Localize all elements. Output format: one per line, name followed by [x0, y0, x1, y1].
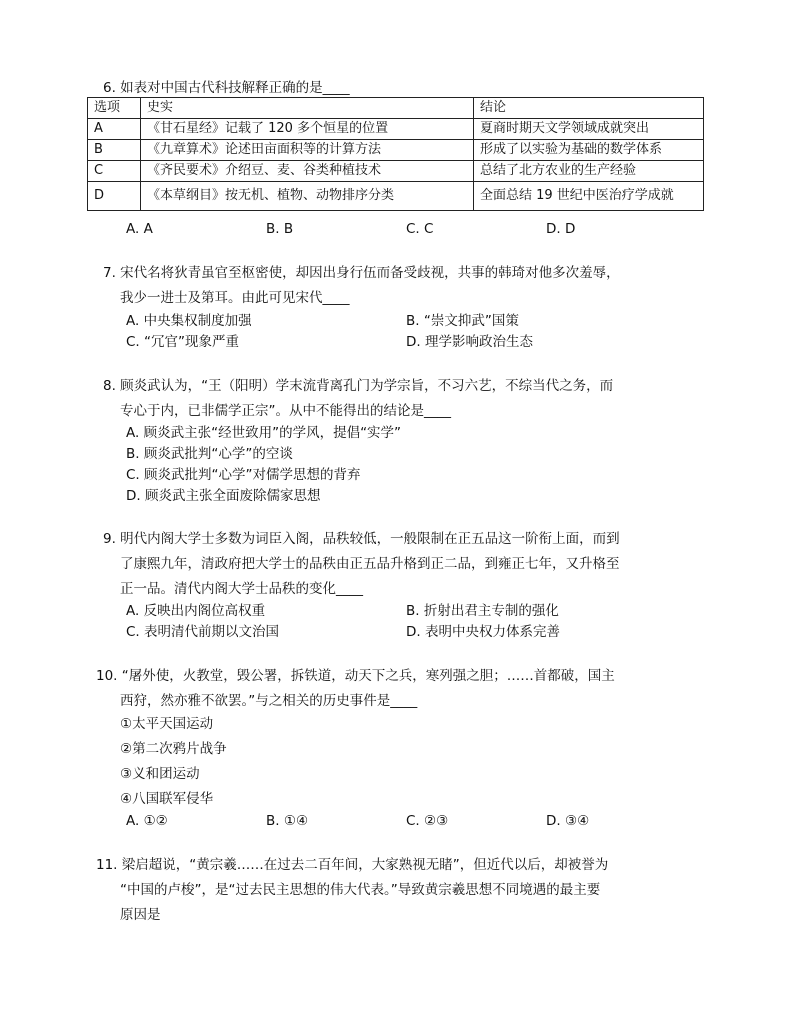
table-header-cell: 选项 — [88, 98, 141, 119]
table-row — [88, 161, 704, 182]
q8-stem-line1: 8. 顾炎武认为，“王（阳明）学末流背离孔门为学宗旨，不习六艺，不综当代之务，而 — [103, 378, 614, 394]
q9-stem-line2: 了康熙九年，清政府把大学士的品秩由正五品升格到正二品，到雍正七年，又升格至 — [120, 556, 620, 572]
table-cell: 全面总结 19 世纪中医治疗学成就 — [474, 182, 704, 211]
q6-option-a[interactable]: A. A — [126, 221, 153, 237]
q7-stem-line2: 我少一进士及第耳。由此可见宋代____ — [120, 290, 350, 306]
table-row — [88, 140, 704, 161]
q7-option-c[interactable]: C. “冗官”现象严重 — [126, 334, 239, 350]
q10-item-1: ①太平天国运动 — [120, 716, 214, 732]
table-cell: 总结了北方农业的生产经验 — [474, 161, 704, 182]
q6-table — [87, 97, 704, 211]
table-cell: A — [88, 119, 141, 140]
table-header-cell: 结论 — [474, 98, 704, 119]
q10-item-3: ③义和团运动 — [120, 766, 200, 782]
q9-stem-line3: 正一品。清代内阁大学士品秩的变化____ — [120, 581, 363, 597]
table-cell: 《九章算术》论述田亩面积等的计算方法 — [141, 140, 474, 161]
table-cell: 《本草纲目》按无机、植物、动物排序分类 — [141, 182, 474, 211]
q9-option-c[interactable]: C. 表明清代前期以文治国 — [126, 624, 280, 640]
q9-option-d[interactable]: D. 表明中央权力体系完善 — [406, 624, 560, 640]
q10-option-c[interactable]: C. ②③ — [406, 813, 449, 829]
q8-option-c[interactable]: C. 顾炎武批判“心学”对儒学思想的背弃 — [126, 467, 361, 483]
q7-option-a[interactable]: A. 中央集权制度加强 — [126, 313, 252, 329]
q6-option-d[interactable]: D. D — [546, 221, 576, 237]
q10-stem-line2: 西狩，然亦雅不欲罢。”与之相关的历史事件是____ — [120, 693, 418, 709]
table-header-row — [88, 98, 704, 119]
q9-option-a[interactable]: A. 反映出内阁位高权重 — [126, 603, 266, 619]
table-cell: D — [88, 182, 141, 211]
q7-stem-line1: 7. 宋代名将狄青虽官至枢密使，却因出身行伍而备受歧视，共事的韩琦对他多次羞辱， — [103, 265, 620, 281]
q6-option-c[interactable]: C. C — [406, 221, 434, 237]
q10-option-a[interactable]: A. ①② — [126, 813, 168, 829]
q6-option-b[interactable]: B. B — [266, 221, 294, 237]
q10-option-d[interactable]: D. ③④ — [546, 813, 590, 829]
table-row — [88, 182, 704, 211]
table-cell: 夏商时期天文学领域成就突出 — [474, 119, 704, 140]
q8-option-d[interactable]: D. 顾炎武主张全面废除儒家思想 — [126, 488, 321, 504]
table-cell: 《甘石星经》记载了 120 多个恒星的位置 — [141, 119, 474, 140]
q6-stem: 6. 如表对中国古代科技解释正确的是____ — [103, 80, 350, 96]
q11-stem-line2: “中国的卢梭”，是“过去民主思想的伟大代表。”导致黄宗羲思想不同境遇的最主要 — [120, 882, 601, 898]
table-cell: 形成了以实验为基础的数学体系 — [474, 140, 704, 161]
table-cell: 《齐民要术》介绍豆、麦、谷类种植技术 — [141, 161, 474, 182]
q10-item-2: ②第二次鸦片战争 — [120, 741, 227, 757]
table-header-cell: 史实 — [141, 98, 474, 119]
q11-stem-line1: 11. 梁启超说，“黄宗羲……在过去二百年间，大家熟视无睹”，但近代以后，却被誉为 — [96, 857, 609, 873]
table-cell: C — [88, 161, 141, 182]
q9-stem-line1: 9. 明代内阁大学士多数为词臣入阁，品秩较低，一般限制在正五品这一阶衔上面，而到 — [103, 531, 620, 547]
q8-stem-line2: 专心于内，已非儒学正宗”。从中不能得出的结论是____ — [120, 403, 451, 419]
q7-option-d[interactable]: D. 理学影响政治生态 — [406, 334, 533, 350]
table-cell: B — [88, 140, 141, 161]
q8-option-a[interactable]: A. 顾炎武主张“经世致用”的学风，提倡“实学” — [126, 425, 402, 441]
q11-stem-line3: 原因是 — [120, 907, 161, 923]
q9-option-b[interactable]: B. 折射出君主专制的强化 — [406, 603, 559, 619]
q7-option-b[interactable]: B. “崇文抑武”国策 — [406, 313, 519, 329]
q10-option-b[interactable]: B. ①④ — [266, 813, 309, 829]
table-row — [88, 119, 704, 140]
q10-stem-line1: 10. “屠外使，火教堂，毁公署，拆铁道，动天下之兵，寒列强之胆；……首都破，国主 — [96, 668, 615, 684]
q10-item-4: ④八国联军侵华 — [120, 791, 214, 807]
q8-option-b[interactable]: B. 顾炎武批判“心学”的空谈 — [126, 446, 293, 462]
